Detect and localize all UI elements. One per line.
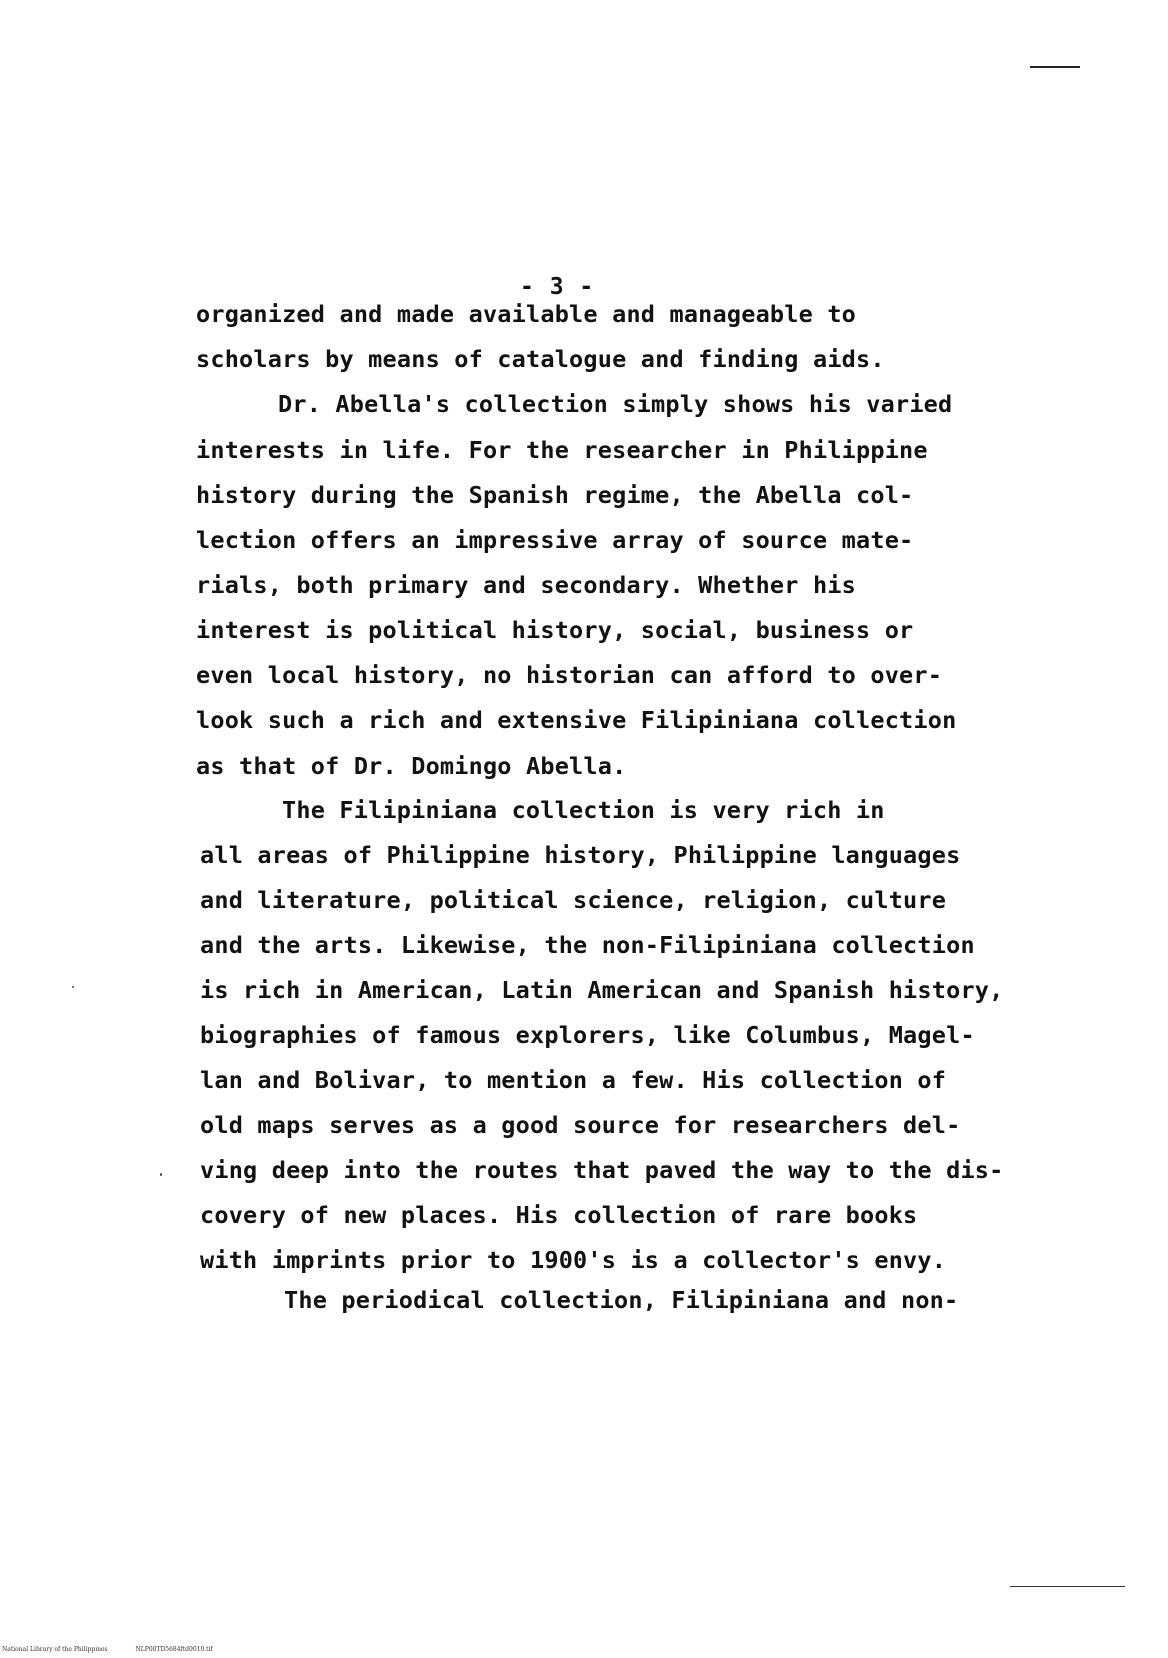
text-line: rials, both primary and secondary. Whether his — [196, 571, 857, 599]
text-line: interests in life. For the researcher in Philippine — [196, 436, 928, 464]
text-line: as that of Dr. Domingo Abella. — [196, 752, 627, 780]
text-line: all areas of Philippine history, Philippine languages — [200, 841, 961, 869]
text-line: lection offers an impressive array of source mate- — [196, 526, 914, 554]
text-line: and literature, political science, religion, culture — [200, 886, 947, 914]
scan-speck — [72, 986, 74, 988]
paragraph-start-line: Dr. Abella's collection simply shows his varied — [278, 390, 953, 418]
bottom-rule — [1010, 1586, 1125, 1587]
paragraph-start-line: The periodical collection, Filipiniana and non- — [284, 1286, 959, 1314]
top-rule — [1030, 66, 1080, 68]
text-line: history during the Spanish regime, the Abella col- — [196, 481, 914, 509]
text-line: with imprints prior to 1900's is a collector's envy. — [200, 1246, 947, 1274]
paragraph-start-line: The Filipiniana collection is very rich in — [282, 796, 885, 824]
footer-filename: NLP00TD5684ftd0010.tif — [135, 1646, 213, 1653]
text-line: and the arts. Likewise, the non-Filipiniana collection — [200, 931, 975, 959]
scan-footer — [2, 1646, 239, 1653]
page-number: - 3 - — [520, 274, 595, 300]
text-line: is rich in American, Latin American and Spanish history, — [200, 976, 1004, 1004]
text-line: organized and made available and manageable to — [196, 300, 857, 328]
scan-speck — [160, 1173, 162, 1176]
text-line: biographies of famous explorers, like Columbus, Magel- — [200, 1021, 975, 1049]
text-line: look such a rich and extensive Filipiniana collection — [196, 706, 957, 734]
text-line: scholars by means of catalogue and finding aids. — [196, 345, 885, 373]
text-line: covery of new places. His collection of rare books — [200, 1201, 918, 1229]
text-line: lan and Bolivar, to mention a few. His collection of — [200, 1066, 947, 1094]
text-line: old maps serves as a good source for researchers del- — [200, 1111, 961, 1139]
text-line: interest is political history, social, business or — [196, 616, 914, 644]
footer-library: National Library of the Philippines — [2, 1646, 108, 1653]
text-line: ving deep into the routes that paved the way to the dis- — [200, 1156, 1004, 1184]
text-line: even local history, no historian can afford to over- — [196, 661, 943, 689]
